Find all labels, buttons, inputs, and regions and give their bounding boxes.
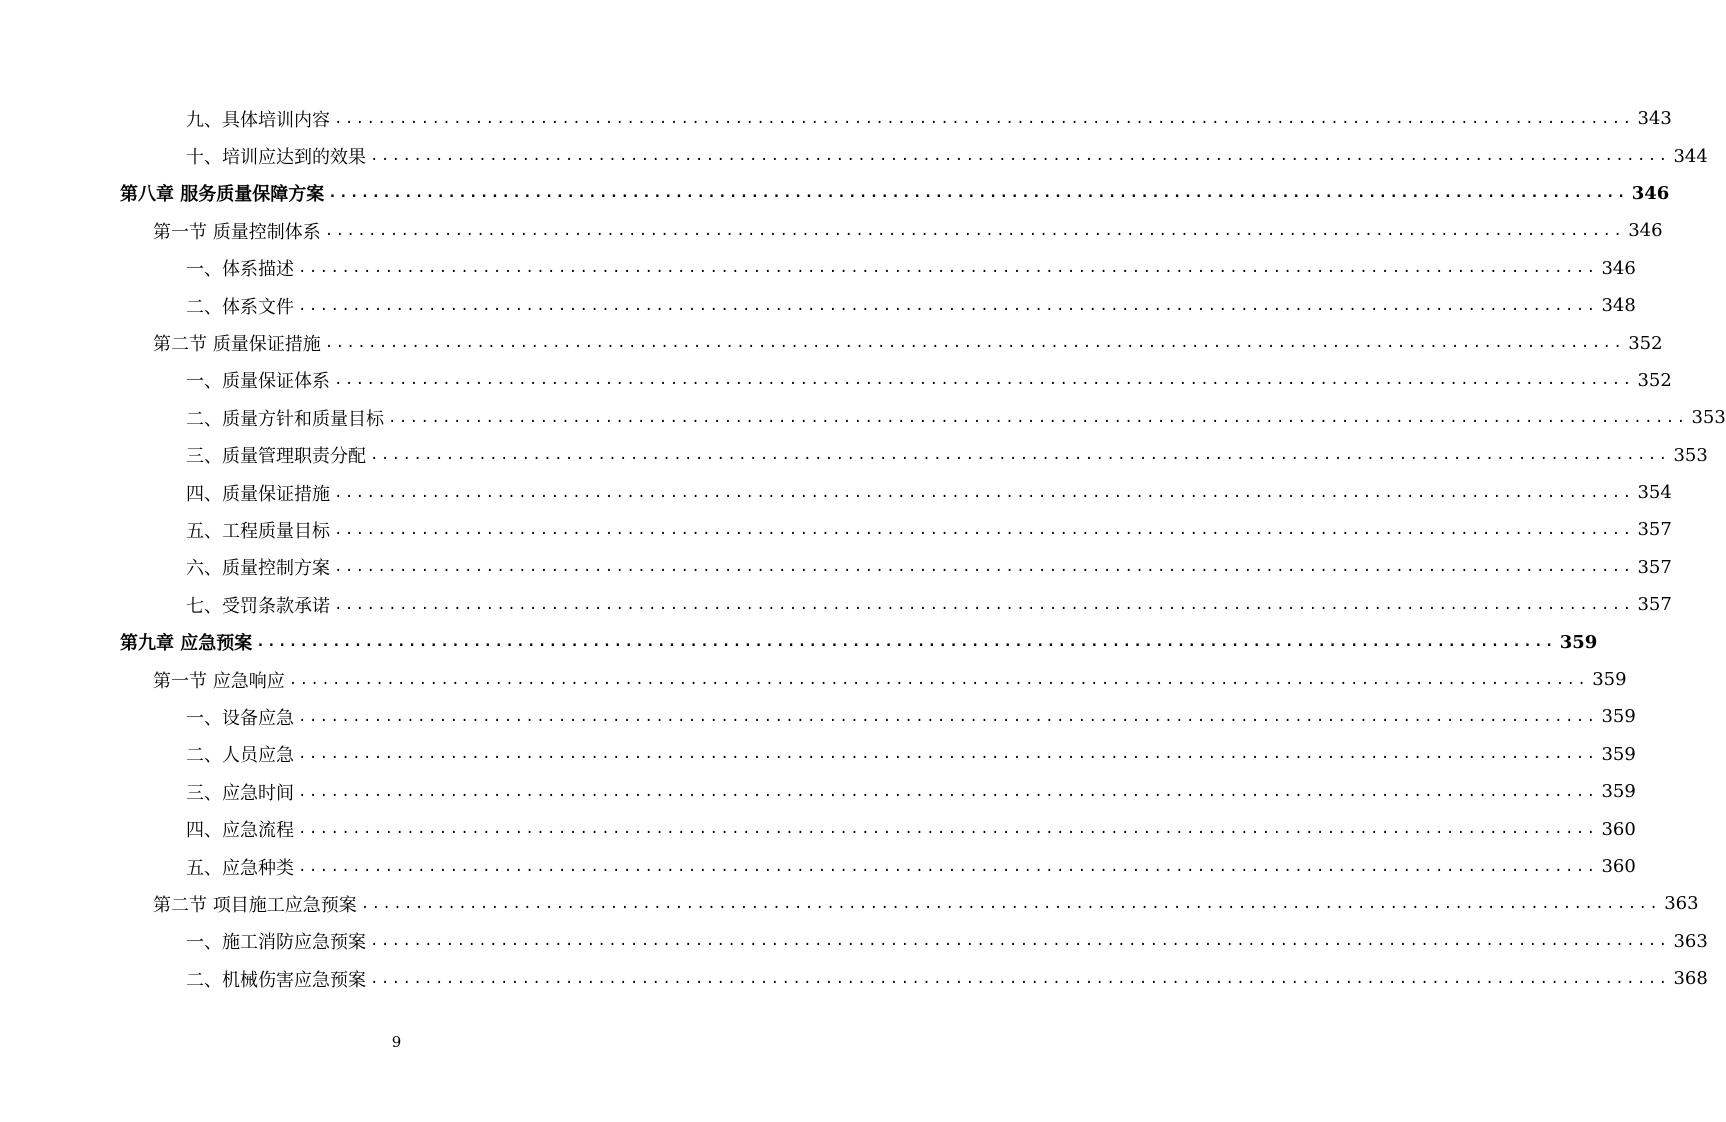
toc-entry-page: 357 [1637,556,1672,578]
toc-entry-title: 二、人员应急 [186,745,294,767]
toc-entry-title: 一、体系描述 [186,259,294,281]
toc-dot-leader: ........................................................................................................................ [370,148,1670,165]
toc-entry-title: 第九章 应急预案 [120,633,253,655]
toc-dot-leader: ........................................................................................................................ [298,260,1598,277]
toc-entry-page: 353 [1673,444,1708,466]
toc-item-entry[interactable] [0,250,1636,287]
toc-entry-page: 363 [1664,893,1699,915]
toc-dot-leader: ........................................................................................................................ [298,708,1598,725]
toc-item-entry[interactable] [0,511,1672,548]
toc-entry-title: 一、设备应急 [186,707,294,729]
toc-entry-title: 六、质量控制方案 [186,558,330,580]
toc-dot-leader: ........................................................................................................................ [334,559,1634,576]
toc-item-entry[interactable] [0,810,1636,847]
toc-entry-page: 357 [1637,594,1672,616]
toc-entry-title: 二、机械伤害应急预案 [186,969,366,991]
toc-entry-page: 343 [1637,108,1672,130]
page-number: 9 [391,1033,402,1051]
toc-entry-page: 360 [1601,856,1636,877]
toc-entry-page: 352 [1637,369,1672,391]
toc-item-entry[interactable] [0,362,1672,399]
toc-entry-title: 三、应急时间 [186,782,294,804]
toc-item-entry[interactable] [0,474,1672,511]
toc-entry-title: 第一节 应急响应 [153,670,285,692]
toc-dot-leader: ........................................................................................................................ [288,671,1589,688]
toc-dot-leader: ........................................................................................................................ [298,746,1598,763]
toc-dot-leader: ........................................................................................................................ [298,783,1598,800]
toc-chapter-entry[interactable] [0,623,1598,660]
toc-item-entry[interactable] [0,960,1708,997]
toc-item-entry[interactable] [0,848,1636,885]
toc-entry-page: 359 [1592,669,1627,691]
toc-dot-leader: ........................................................................................................................ [334,484,1634,501]
toc-item-entry[interactable] [0,773,1636,810]
toc-item-entry[interactable] [0,923,1708,960]
toc-entry-page: 354 [1637,482,1672,504]
toc-chapter-entry[interactable] [0,175,1670,212]
toc-entry-title: 四、应急流程 [186,820,294,842]
toc-section-entry[interactable] [0,885,1699,922]
toc-item-entry[interactable] [0,586,1672,623]
toc-entry-title: 九、具体培训内容 [186,109,330,131]
toc-entry-page: 359 [1601,743,1636,765]
toc-dot-leader: ........................................................................................................................ [328,185,1628,202]
toc-entry-title: 二、体系文件 [186,296,294,318]
toc-entry-title: 三、质量管理职责分配 [186,446,366,468]
toc-dot-leader: ........................................................................................................................ [370,447,1670,464]
toc-entry-page: 368 [1673,968,1708,990]
toc-entry-page: 346 [1631,182,1670,204]
toc-entry-page: 359 [1559,631,1598,653]
toc-dot-leader: ........................................................................................................................ [334,596,1634,613]
toc-section-entry[interactable] [0,212,1663,249]
toc-item-entry[interactable] [0,287,1636,324]
toc-item-entry[interactable] [0,399,1726,436]
toc-entry-page: 359 [1601,781,1636,803]
toc-dot-leader: ........................................................................................................................ [324,335,1625,352]
toc-section-entry[interactable] [0,661,1627,698]
toc-dot-leader: ........................................................................................................................ [334,110,1634,127]
toc-entry-page: 357 [1637,519,1672,541]
toc-entry-page: 352 [1628,332,1663,354]
toc-entry-page: 360 [1601,818,1636,840]
toc-section-entry[interactable] [0,324,1663,361]
toc-entry-title: 七、受罚条款承诺 [186,595,330,617]
toc-dot-leader: ........................................................................................................................ [360,895,1661,912]
toc-dot-leader: ........................................................................................................................ [298,297,1598,314]
toc-entry-title: 第二节 质量保证措施 [153,334,321,356]
toc-entry-title: 五、工程质量目标 [186,520,330,542]
toc-entry-page: 359 [1601,706,1636,728]
toc-dot-leader: ........................................................................................................................ [334,521,1634,538]
toc-entry-title: 四、质量保证措施 [186,483,330,505]
toc-item-entry[interactable] [0,736,1636,773]
toc-item-entry[interactable] [0,437,1708,474]
toc-dot-leader: ........................................................................................................................ [370,933,1670,950]
toc-entry-page: 346 [1628,220,1663,242]
toc-entry-title: 五、应急种类 [186,857,294,879]
table-of-contents [0,100,1726,997]
toc-entry-title: 第一节 质量控制体系 [153,221,321,243]
toc-entry-page: 363 [1673,930,1708,952]
toc-item-entry[interactable] [0,100,1672,137]
toc-item-entry[interactable] [0,698,1636,735]
toc-entry-title: 十、培训应达到的效果 [186,147,366,169]
toc-entry-title: 第八章 服务质量保障方案 [120,184,325,206]
toc-dot-leader: ........................................................................................................................ [298,858,1598,875]
toc-dot-leader: ........................................................................................................................ [334,372,1634,389]
toc-entry-page: 353 [1691,407,1726,429]
toc-dot-leader: ........................................................................................................................ [370,970,1670,987]
toc-entry-title: 一、施工消防应急预案 [186,932,366,954]
toc-dot-leader: ........................................................................................................................ [298,821,1598,838]
toc-entry-title: 第二节 项目施工应急预案 [153,894,357,916]
toc-entry-page: 344 [1673,145,1708,167]
toc-entry-title: 二、质量方针和质量目标 [186,408,384,430]
toc-entry-page: 346 [1601,257,1636,279]
toc-item-entry[interactable] [0,137,1708,174]
toc-item-entry[interactable] [0,549,1672,586]
toc-dot-leader: ........................................................................................................................ [388,409,1688,426]
toc-dot-leader: ........................................................................................................................ [256,634,1556,651]
toc-dot-leader: ........................................................................................................................ [324,222,1625,239]
toc-entry-title: 一、质量保证体系 [186,371,330,393]
toc-entry-page: 348 [1601,295,1636,317]
